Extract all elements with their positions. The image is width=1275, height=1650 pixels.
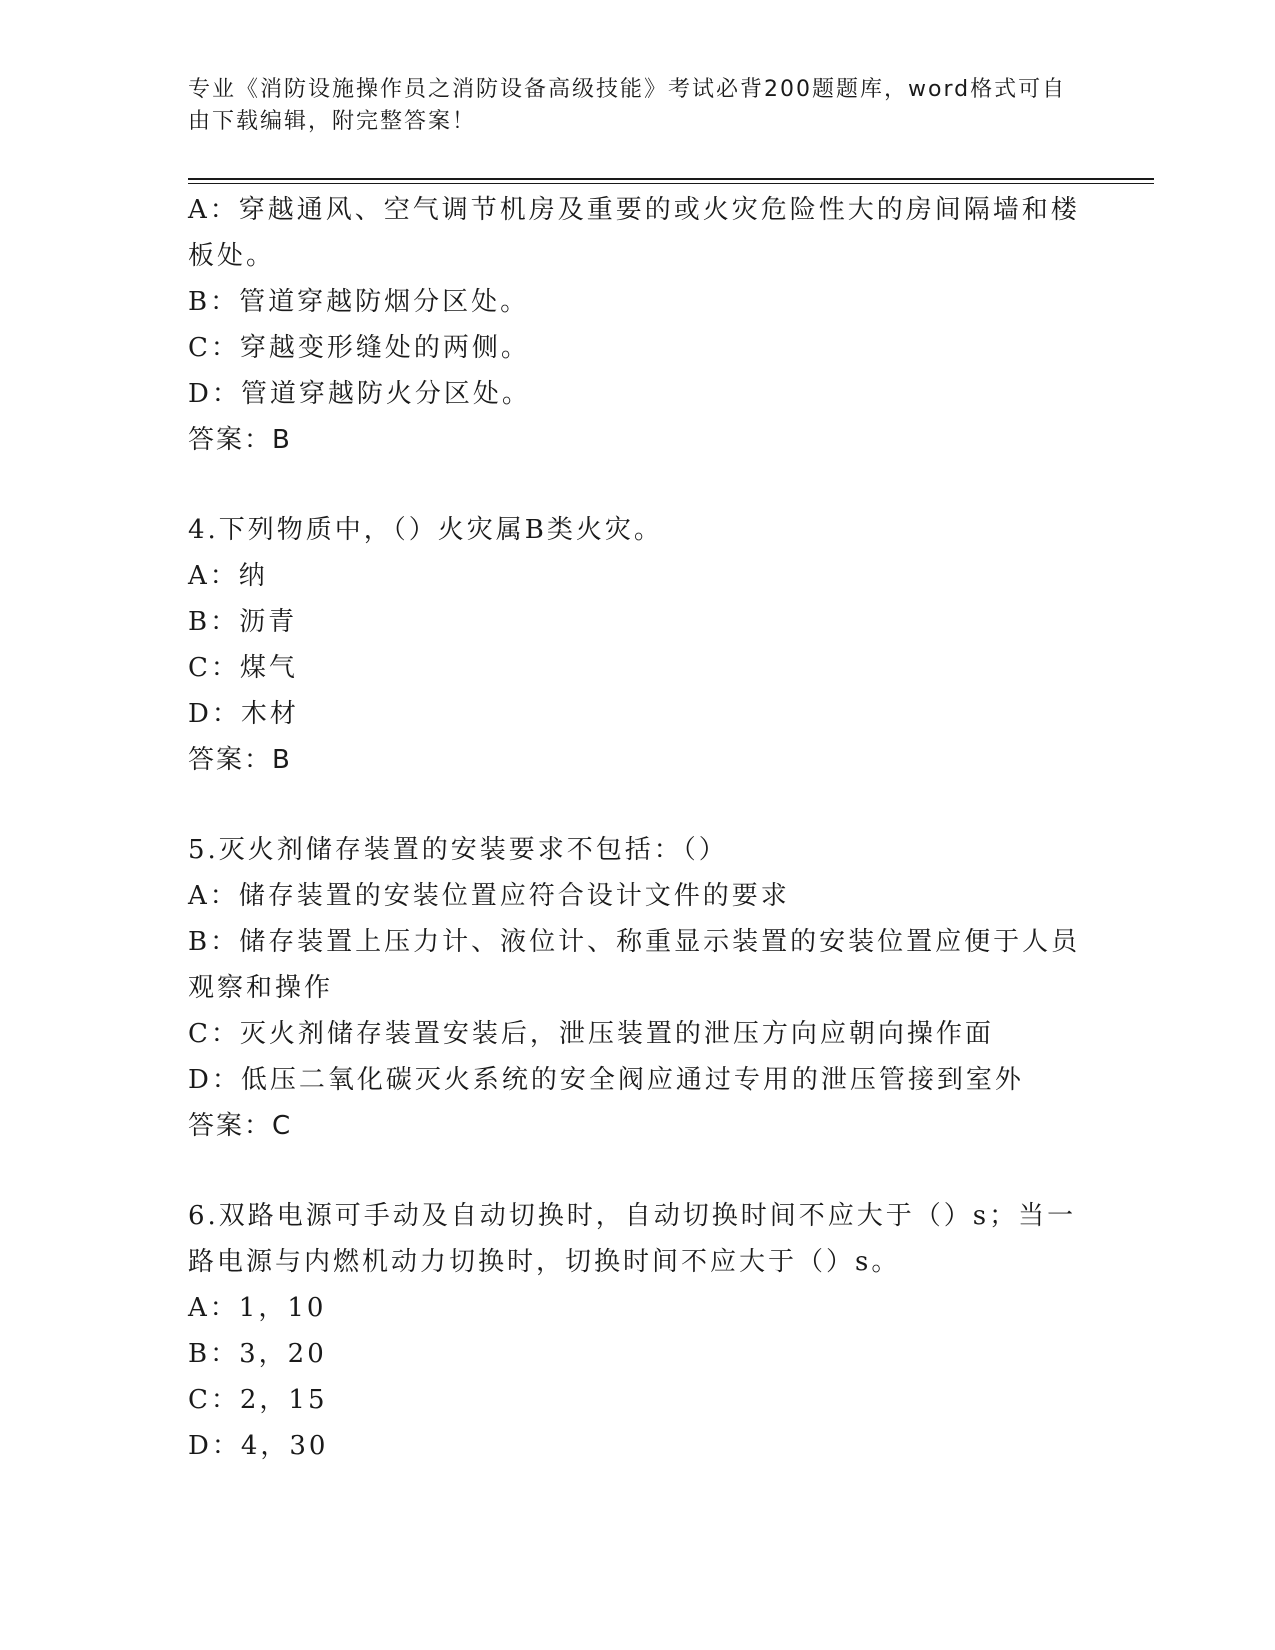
question-3-option-b: B：管道穿越防烟分区处。 <box>188 287 530 317</box>
question-5-option-d: D：低压二氧化碳灭火系统的安全阀应通过专用的泄压管接到室外 <box>188 1065 1024 1095</box>
page-header: 专业《消防设施操作员之消防设备高级技能》考试必背200题题库，word格式可自由下载编辑，附完整答案！ <box>188 77 1067 134</box>
question-4-answer: 答案：B <box>188 745 292 775</box>
question-4-title: 4.下列物质中，（）火灾属B类火灾。 <box>188 515 663 545</box>
spacer <box>188 1149 1088 1193</box>
question-6-title: 6.双路电源可手动及自动切换时，自动切换时间不应大于（）s；当一路电源与内燃机动力切换时，切换时间不应大于（）s。 <box>188 1201 1077 1277</box>
question-5-answer: 答案：C <box>188 1111 293 1141</box>
question-3-option-c: C：穿越变形缝处的两侧。 <box>188 333 530 363</box>
question-3-block <box>188 187 1088 463</box>
question-3-answer: 答案：B <box>188 425 292 455</box>
spacer <box>188 463 1088 507</box>
question-6-option-a: A：1，10 <box>188 1293 327 1323</box>
question-5-title: 5.灭火剂储存装置的安装要求不包括：（） <box>188 835 728 865</box>
question-6-option-d: D：4，30 <box>188 1431 329 1461</box>
spacer <box>188 783 1088 827</box>
question-3-option-d: D：管道穿越防火分区处。 <box>188 379 531 409</box>
question-5-option-a: A：储存装置的安装位置应符合设计文件的要求 <box>188 881 790 911</box>
question-4-option-d: D：木材 <box>188 699 299 729</box>
question-5-option-b: B：储存装置上压力计、液位计、称重显示装置的安装位置应便于人员观察和操作 <box>188 927 1081 1003</box>
question-4-block <box>188 507 1088 783</box>
question-4-option-b: B：沥青 <box>188 607 298 637</box>
question-5-option-c: C：灭火剂储存装置安装后，泄压装置的泄压方向应朝向操作面 <box>188 1019 994 1049</box>
question-6-option-b: B：3，20 <box>188 1339 327 1369</box>
question-content <box>188 187 1088 1469</box>
header-divider-thin <box>188 183 1154 184</box>
question-6-block <box>188 1193 1088 1469</box>
question-4-option-a: A：纳 <box>188 561 268 591</box>
question-6-option-c: C：2，15 <box>188 1385 328 1415</box>
question-3-option-a: A：穿越通风、空气调节机房及重要的或火灾危险性大的房间隔墙和楼板处。 <box>188 195 1080 271</box>
header-divider-thick <box>188 178 1154 180</box>
question-5-block <box>188 827 1088 1149</box>
question-4-option-c: C：煤气 <box>188 653 298 683</box>
